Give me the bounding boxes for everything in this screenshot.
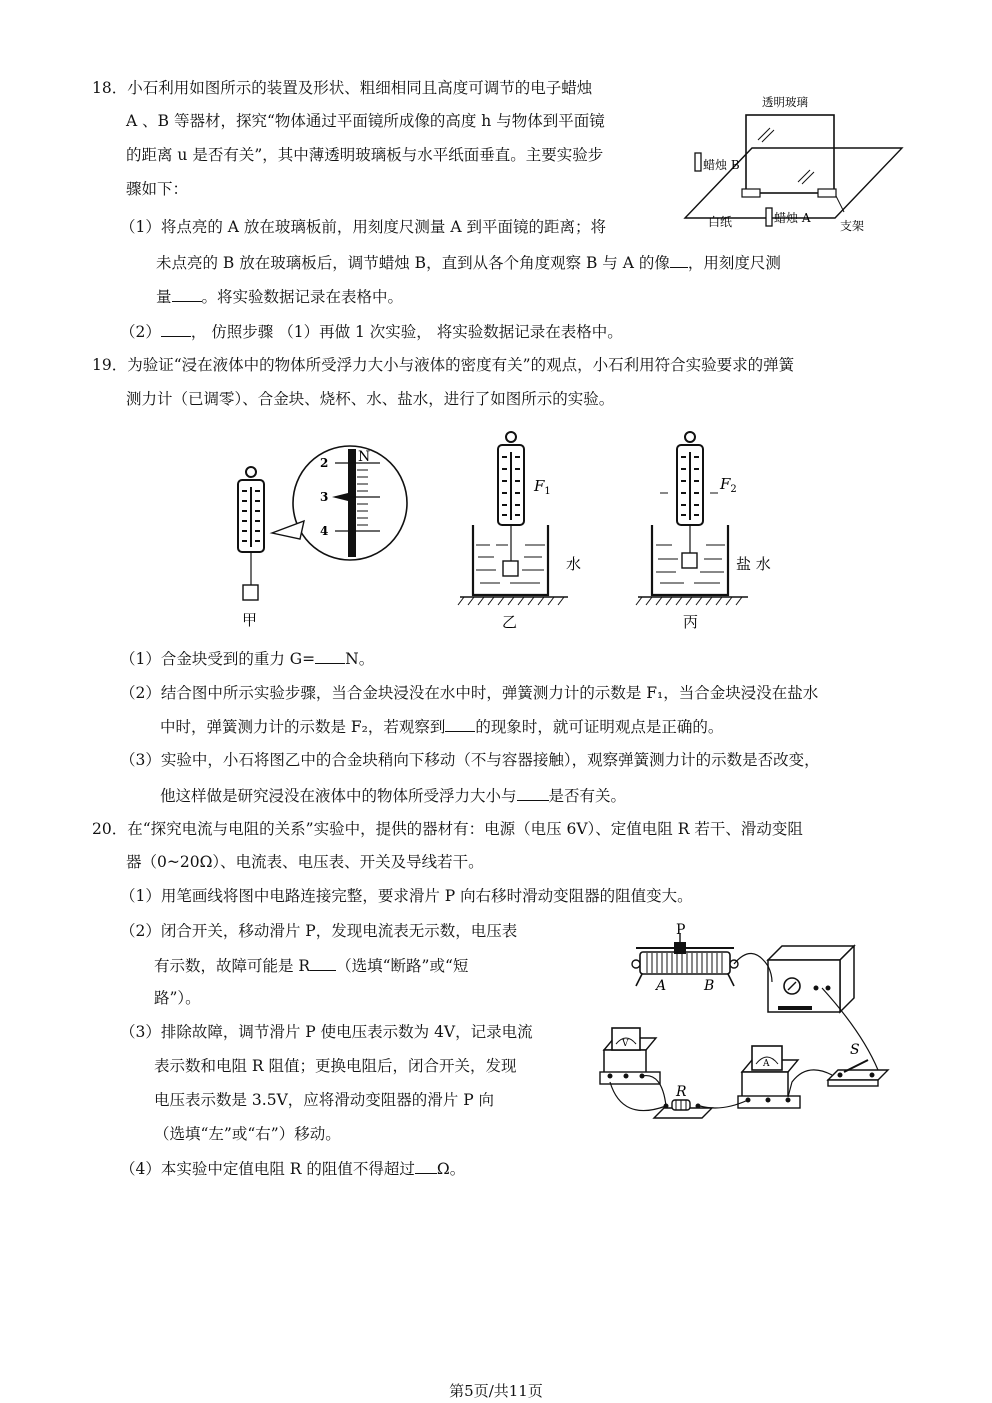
- q18-step2-text: （2）: [120, 323, 161, 341]
- q20-step2a: （2）闭合开关，移动滑片 P，发现电流表无示数，电压表: [120, 922, 518, 940]
- q18-line3: 的距离 u 是否有关”，其中薄透明玻璃板与水平纸面垂直。主要实验步: [126, 146, 604, 164]
- q19-line1: 19．为验证“浸在液体中的物体所受浮力大小与液体的密度有关”的观点，小石利用符合实验要求的弹簧: [92, 356, 795, 374]
- q20-step3b: 表示数和电阻 R 阻值；更换电阻后，闭合开关，发现: [154, 1057, 517, 1075]
- slider-p-label: P: [676, 922, 686, 938]
- q18-step2: [120, 321, 623, 342]
- q18-line2: A 、B 等器材，探究“物体通过平面镜所成像的高度 h 与物体到平面镜: [126, 112, 605, 130]
- q20-line2: 器（0~20Ω）、电流表、电压表、开关及导线若干。: [126, 853, 484, 871]
- q19-step3a: （3）实验中，小石将图乙中的合金块稍向下移动（不与容器接触），观察弹簧测力计的示数是否改变，: [120, 751, 820, 769]
- q19-step3b-tail: 是否有关。: [548, 787, 627, 805]
- q19-step2b: [160, 716, 723, 737]
- tick-3: 3: [320, 490, 329, 504]
- ammeter: [738, 1046, 800, 1108]
- q19-step1: [120, 648, 374, 669]
- q20-step2c: 路”）。: [154, 989, 201, 1007]
- q19-step1-tail: N。: [345, 650, 375, 668]
- q20-step3a: （3）排除故障，调节滑片 P 使电压表示数为 4V，记录电流: [120, 1023, 533, 1041]
- switch-s-label: S: [850, 1042, 860, 1058]
- q20-step3d: （选填“左”或“右”）移动。: [154, 1125, 341, 1143]
- q20-step2b-tail: （选填“断路”或“短: [336, 957, 469, 975]
- q18-line1: 18．小石利用如图所示的装置及形状、粗细相同且高度可调节的电子蜡烛: [92, 79, 593, 97]
- q20-step3c: 电压表示数是 3.5V，应将滑动变阻器的滑片 P 向: [154, 1091, 495, 1109]
- q18-step1c: [156, 286, 403, 307]
- label-water: 水: [566, 555, 582, 573]
- glass-label: 透明玻璃: [762, 95, 808, 109]
- scale-jia: [238, 467, 264, 629]
- label-f2: $F_2$: [720, 475, 737, 495]
- answer-blank[interactable]: [310, 955, 336, 971]
- scale-bing: [636, 432, 771, 631]
- power-supply: [768, 946, 854, 1012]
- stand-label: 支架: [840, 219, 865, 233]
- q20-step4: [120, 1158, 465, 1179]
- q19-step3b: [160, 785, 626, 806]
- q19-step1-text: （1）合金块受到的重力 G=: [120, 650, 316, 668]
- mirror-apparatus-figure: [680, 88, 910, 238]
- candle-a-label: 蜡烛 A: [774, 211, 811, 225]
- q18-line4: 骤如下：: [126, 180, 189, 198]
- answer-blank[interactable]: [161, 321, 191, 337]
- answer-blank[interactable]: [445, 716, 475, 732]
- answer-blank[interactable]: [517, 785, 549, 801]
- answer-blank[interactable]: [415, 1158, 437, 1174]
- label-f1: $F_1$: [534, 477, 551, 497]
- circuit-figure: [592, 922, 892, 1132]
- q20-step1: （1）用笔画线将图中电路连接完整，要求滑片 P 向右移时滑动变阻器的阻值变大。: [120, 887, 693, 905]
- page-number: 第5页/共11页: [449, 1382, 543, 1400]
- paper-label: 白纸: [708, 215, 733, 229]
- q20-step4-tail: Ω。: [436, 1160, 466, 1178]
- q18-step1b: [156, 252, 781, 273]
- ammeter-a-icon: A: [763, 1059, 770, 1069]
- spring-scale-figure: [220, 425, 771, 635]
- terminal-a-label: A: [656, 978, 667, 994]
- q19-line2: 测力计（已调零）、合金块、烧杯、水、盐水，进行了如图所示的实验。: [126, 390, 615, 408]
- switch-s: [828, 1042, 888, 1086]
- q19-step2a: （2）结合图中所示实验步骤，当合金块浸没在水中时，弹簧测力计的示数是 F₁，当合金块浸没在盐水: [120, 684, 819, 702]
- terminal-b-label: B: [704, 978, 715, 994]
- q20-line1: 20．在“探究电流与电阻的关系”实验中，提供的器材有：电源（电压 6V）、定值电阻 R 若干、滑动变阻: [92, 820, 803, 838]
- voltmeter: [600, 1028, 660, 1084]
- voltmeter-v-icon: V: [622, 1039, 629, 1049]
- resistor-r-label: R: [676, 1084, 687, 1100]
- q18-step1c-tail: 。将实验数据记录在表格中。: [201, 288, 404, 306]
- q20-step2b: [154, 955, 468, 976]
- q18-step1b-tail: ，用刻度尺测: [687, 254, 781, 272]
- answer-blank[interactable]: [670, 252, 688, 268]
- unit-n: N: [358, 449, 371, 465]
- candle-b-label: 蜡烛 B: [703, 158, 740, 172]
- q18-step1b-text: 未点亮的 B 放在玻璃板后，调节蜡烛 B，直到从各个角度观察 B 与 A 的像: [156, 254, 670, 272]
- scale-yi: [458, 432, 581, 631]
- tick-2: 2: [320, 456, 329, 470]
- rheostat: [632, 922, 738, 994]
- q19-step2b-tail: 的现象时，就可证明观点是正确的。: [475, 718, 724, 736]
- q20-step4-text: （4）本实验中定值电阻 R 的阻值不得超过: [120, 1160, 415, 1178]
- q18-step1a: （1）将点亮的 A 放在玻璃板前，用刻度尺测量 A 到平面镜的距离；将: [120, 218, 606, 236]
- q18-step1c-text: 量: [156, 288, 172, 306]
- label-bing: 丙: [683, 613, 699, 631]
- label-salt-water: 盐 水: [736, 555, 771, 573]
- q19-step2b-text: 中时，弹簧测力计的示数是 F₂，若观察到: [160, 718, 446, 736]
- q18-step2-tail: ， 仿照步骤 （1）再做 1 次实验， 将实验数据记录在表格中。: [190, 323, 623, 341]
- q19-step3b-text: 他这样做是研究浸没在液体中的物体所受浮力大小与: [160, 787, 517, 805]
- answer-blank[interactable]: [315, 648, 345, 664]
- label-yi: 乙: [502, 613, 518, 631]
- magnifier: [272, 446, 407, 560]
- tick-4: 4: [320, 524, 329, 538]
- answer-blank[interactable]: [172, 286, 202, 302]
- q20-step2b-text: 有示数，故障可能是 R: [154, 957, 311, 975]
- label-jia: 甲: [242, 611, 258, 629]
